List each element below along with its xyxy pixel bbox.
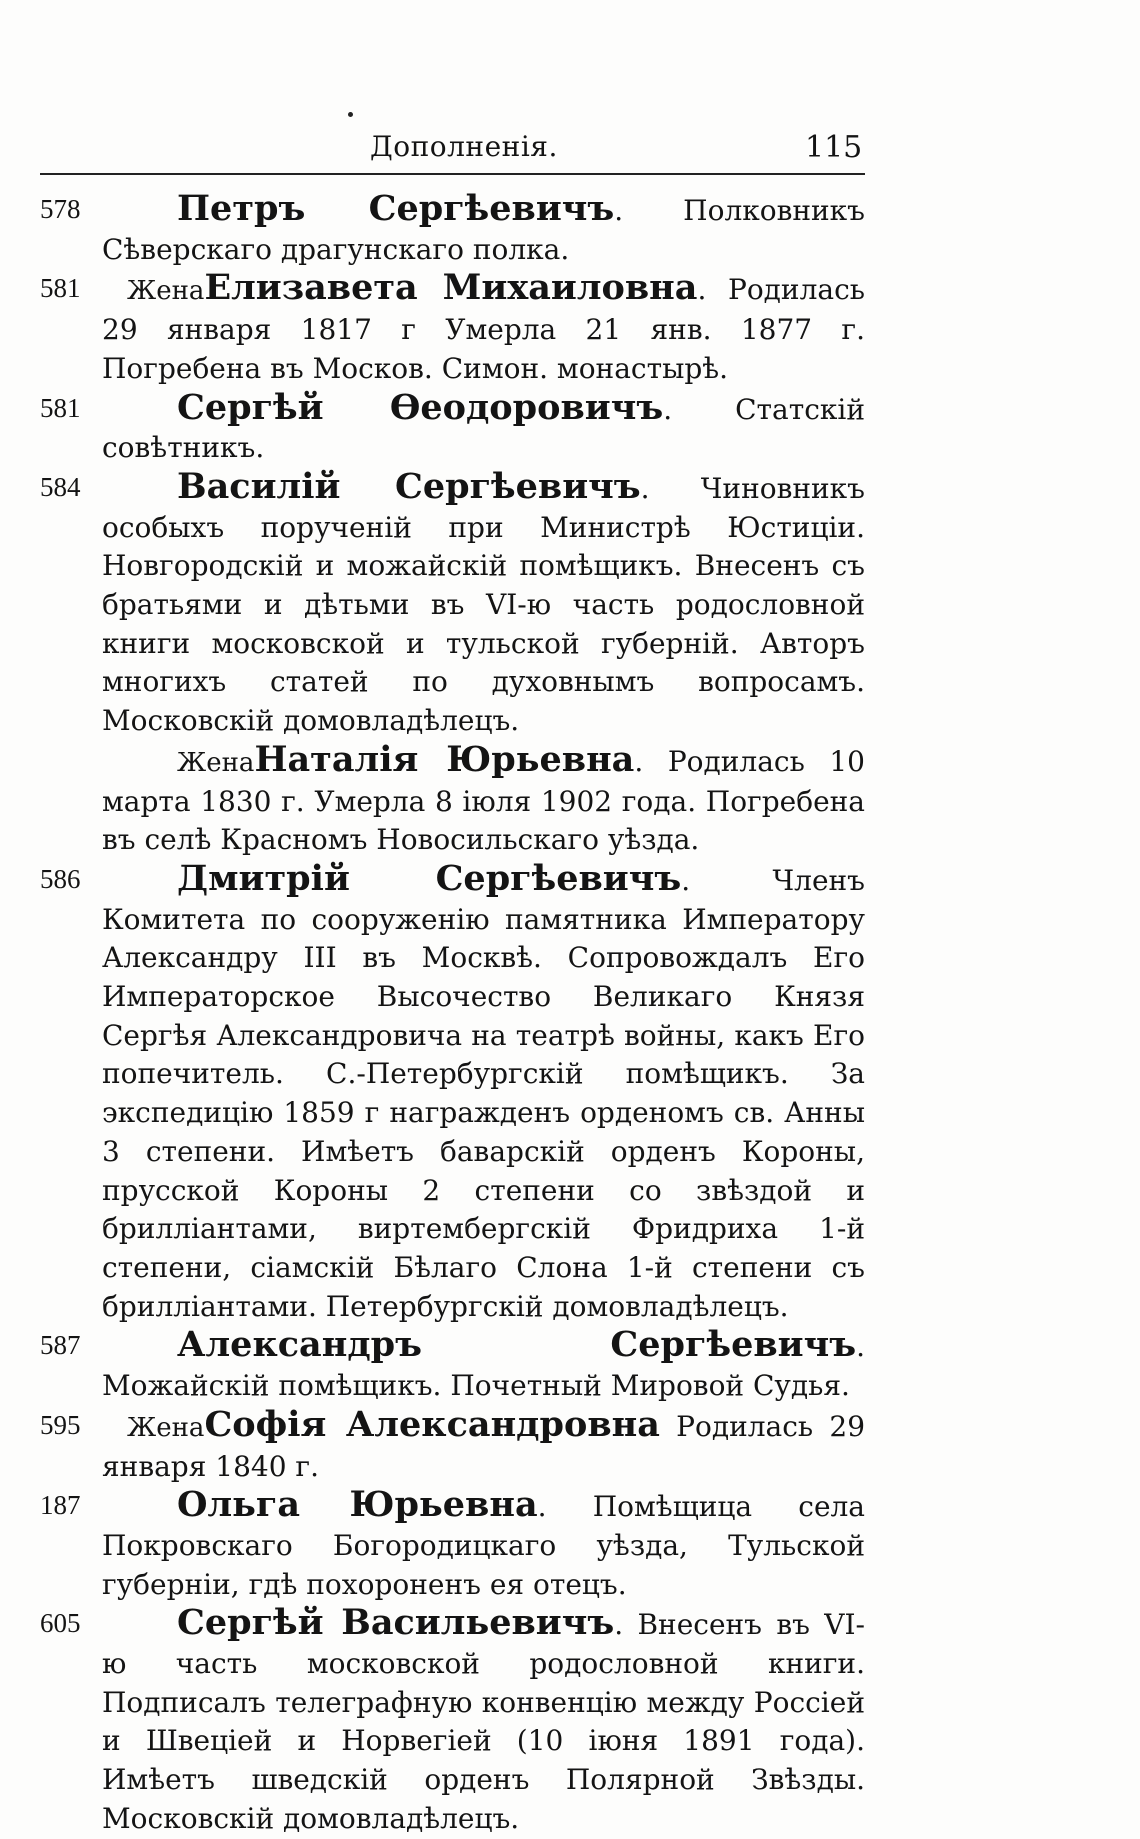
entry-text: . Внесенъ въ VI-ю часть московской родословной книги. Подписалъ телеграфную конвенцію между Россіей и Швеціей и Норвегіей (10 іюня 1891 года). Имѣетъ шведскій орденъ Полярной Звѣзды. Московскій домовладѣлецъ. bbox=[102, 1608, 865, 1835]
entry-number: 581 bbox=[40, 273, 81, 304]
entry-name: Дмитрій Сергѣевичъ bbox=[177, 857, 682, 899]
entry-text: . Чиновникъ особыхъ порученій при Министрѣ Юстиціи. Новгородскій и можайскій помѣщикъ. Внесенъ съ братьями и дѣтьми въ VI-ю часть родословной книги московской и тульской губерній. Авторъ многихъ статей по духовнымъ вопросамъ. Московскій домовладѣлецъ. bbox=[102, 471, 865, 738]
page-number: 115 bbox=[805, 130, 863, 165]
entry-name: Петръ Сергѣевичъ bbox=[177, 188, 615, 229]
entry-number: 605 bbox=[40, 1608, 81, 1639]
entry-name: Сергѣй Васильевичъ bbox=[177, 1602, 615, 1644]
entry-text: . Помѣщица села Покровскаго Богородицкаго уѣзда, Тульской губерніи, гдѣ похороненъ ея отецъ. bbox=[102, 1490, 865, 1601]
entry-text: . Полковникъ Сѣверскаго драгунскаго полка. bbox=[102, 194, 865, 266]
wife-label: Жена bbox=[127, 1412, 205, 1443]
entry-name: Василій Сергѣевичъ bbox=[177, 465, 641, 507]
wife-label: Жена bbox=[177, 747, 255, 778]
entry-text: . Родилась 10 марта 1830 г. Умерла 8 іюля 1902 года. Погребена въ селѣ Красномъ Новосильскаго уѣзда. bbox=[102, 744, 865, 857]
entry-name: Софія Александровна bbox=[204, 1403, 660, 1445]
entry-text: . Членъ Комитета по сооруженію памятника Императору Александру III въ Москвѣ. Сопровождалъ Его Императорское Высочество Великаго Князя Сергѣя Александровича на театрѣ войны, какъ Его попечитель. С.-Петербургскій помѣщикъ. За экспедицію 1859 г награжденъ орденомъ св. Анны 3 степени. Имѣетъ баварскій орденъ Короны, прусской Короны 2 степени со звѣздой и бриллiантами, виртембергскій Фридриха 1-й степени, сіамскій Бѣлаго Слона 1-й степени съ бриллiантами. Петербургскій домовладѣлецъ. bbox=[102, 863, 865, 1323]
entry-number: 595 bbox=[40, 1409, 81, 1440]
running-header bbox=[40, 130, 865, 170]
entry-name: Елизавета Михаиловна bbox=[204, 267, 698, 309]
entry-number: 578 bbox=[40, 194, 81, 224]
entry-name: Сергѣй Өеодоровичъ bbox=[177, 386, 664, 428]
entry-number: 187 bbox=[40, 1490, 81, 1521]
entry-584 bbox=[40, 465, 865, 741]
entry-name: Александръ Сергѣевичъ bbox=[177, 1324, 857, 1366]
entry-number: 587 bbox=[40, 1330, 81, 1361]
entry-name: Наталія Юрьевна bbox=[254, 738, 635, 780]
entry-605 bbox=[40, 1604, 865, 1838]
entry-578 bbox=[40, 190, 865, 269]
entry-595-wife bbox=[40, 1403, 866, 1486]
header-title: Дополненія. bbox=[370, 130, 558, 163]
entry-584-wife bbox=[40, 738, 865, 860]
entry-581 bbox=[40, 386, 865, 468]
wife-label: Жена bbox=[127, 276, 205, 307]
entry-number: 586 bbox=[40, 863, 81, 894]
entry-187 bbox=[40, 1486, 865, 1604]
entry-name: Ольга Юрьевна bbox=[177, 1484, 538, 1526]
entry-text: . Можайскій помѣщикъ. Почетный Мировой Судья. bbox=[102, 1330, 865, 1403]
entry-text: . Родилась 29 января 1817 г Умерла 21 янв. 1877 г. Погребена въ Москов. Симон. монастырѣ. bbox=[102, 273, 865, 385]
entry-number: 584 bbox=[40, 471, 81, 502]
entry-581-wife bbox=[40, 269, 865, 388]
ink-dot bbox=[348, 112, 353, 117]
header-rule bbox=[40, 173, 865, 175]
entries-list bbox=[40, 190, 865, 1839]
entry-text: Родилась 29 января 1840 г. bbox=[102, 1409, 866, 1483]
entry-587 bbox=[40, 1326, 865, 1405]
entry-number: 581 bbox=[40, 392, 81, 423]
entry-586 bbox=[40, 857, 865, 1326]
entry-text: . Статскій совѣтникъ. bbox=[102, 392, 865, 465]
